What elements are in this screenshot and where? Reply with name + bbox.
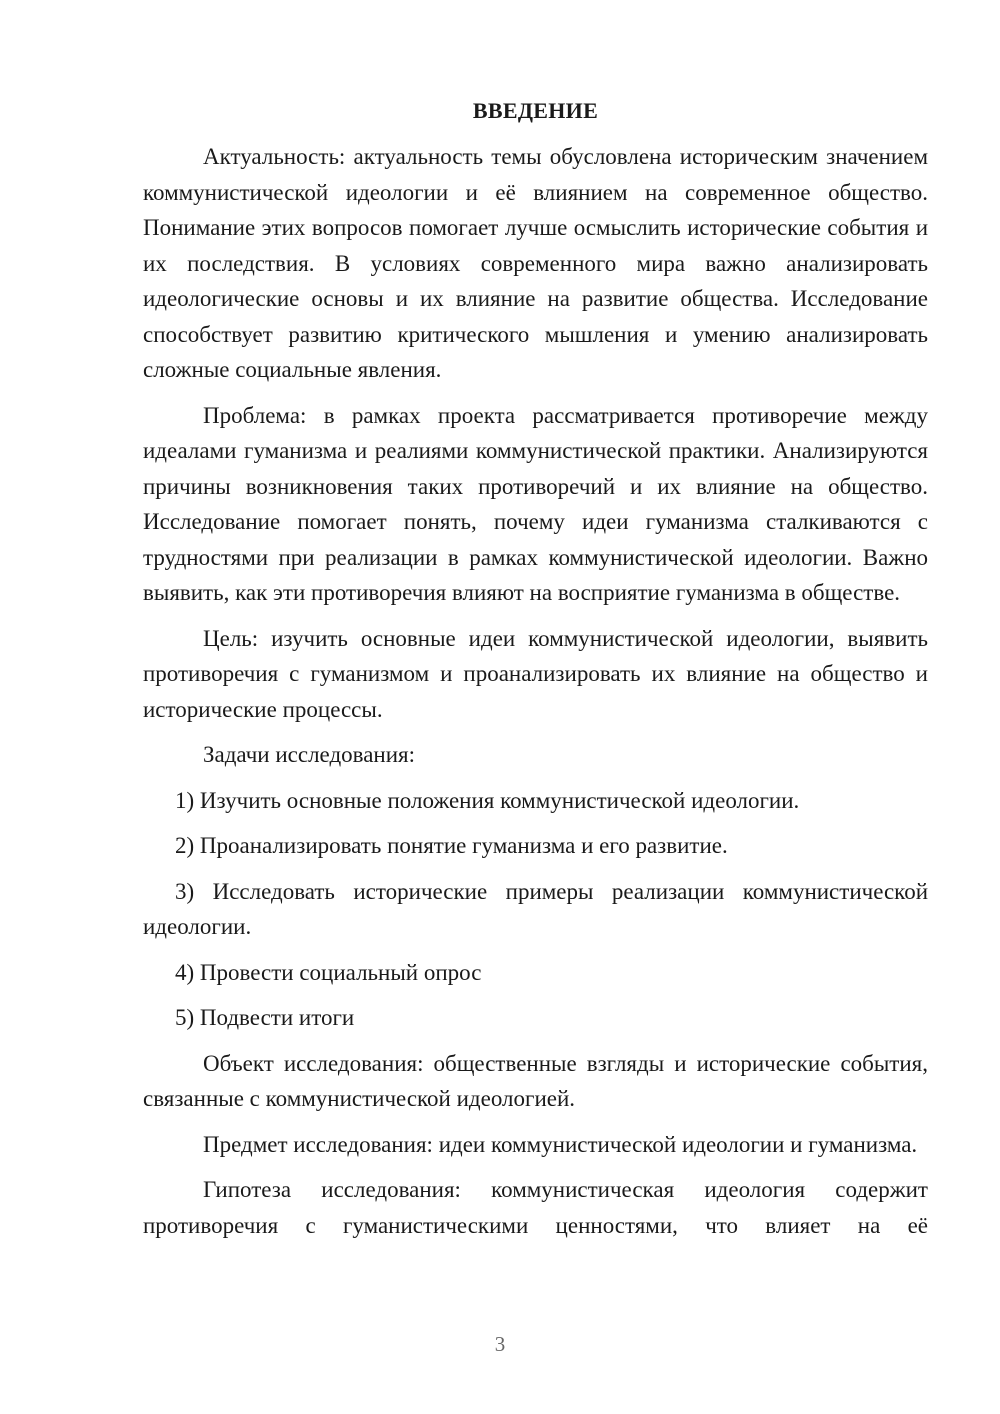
list-item-task-3: 3) Исследовать исторические примеры реализации коммунистической идеологии.	[143, 878, 928, 939]
list-item-task-2: 2) Проанализировать понятие гуманизма и его развитие.	[175, 833, 728, 858]
tasks-heading: Задачи исследования:	[203, 742, 416, 767]
paragraph-problem: Проблема: в рамках проекта рассматривается противоречие между идеалами гуманизма и реалиями коммунистической практики. Анализируются причины возникновения таких противоречий и их влияние на общество. Исследование помогает понять, почему идеи гуманизма сталкиваются с трудностями при реализации в рамках коммунистической идеологии. Важно выявить, как эти противоречия влияют на восприятие гуманизма в обществе.	[143, 402, 928, 605]
paragraph-relevance: Актуальность: актуальность темы обусловлена историческим значением коммунистической идеологии и её влиянием на современное общество. Понимание этих вопросов помогает лучше осмыслить исторические события и их последствия. В условиях современного мира важно анализировать идеологические основы и их влияние на развитие общества. Исследование способствует развитию критического мышления и умению анализировать сложные социальные явления.	[143, 144, 928, 382]
list-item-task-5: 5) Подвести итоги	[175, 1005, 355, 1030]
section-title: ВВЕДЕНИЕ	[472, 98, 599, 123]
paragraph-subject: Предмет исследования: идеи коммунистической идеологии и гуманизма.	[203, 1131, 918, 1157]
list-item-task-4: 4) Провести социальный опрос	[175, 959, 482, 985]
paragraph-goal: Цель: изучить основные идеи коммунистической идеологии, выявить противоречия с гуманизмом и проанализировать их влияние на общество и исторические процессы.	[143, 625, 928, 722]
page-number: 3	[494, 1332, 506, 1356]
list-item-task-1: 1) Изучить основные положения коммунистической идеологии.	[175, 787, 800, 813]
paragraph-hypothesis: Гипотеза исследования: коммунистическая идеология содержит противоречия с гуманистическими ценностями, что влияет на её	[143, 1177, 928, 1238]
paragraph-object: Объект исследования: общественные взгляды и исторические события, связанные с коммунистической идеологией.	[143, 1050, 928, 1111]
